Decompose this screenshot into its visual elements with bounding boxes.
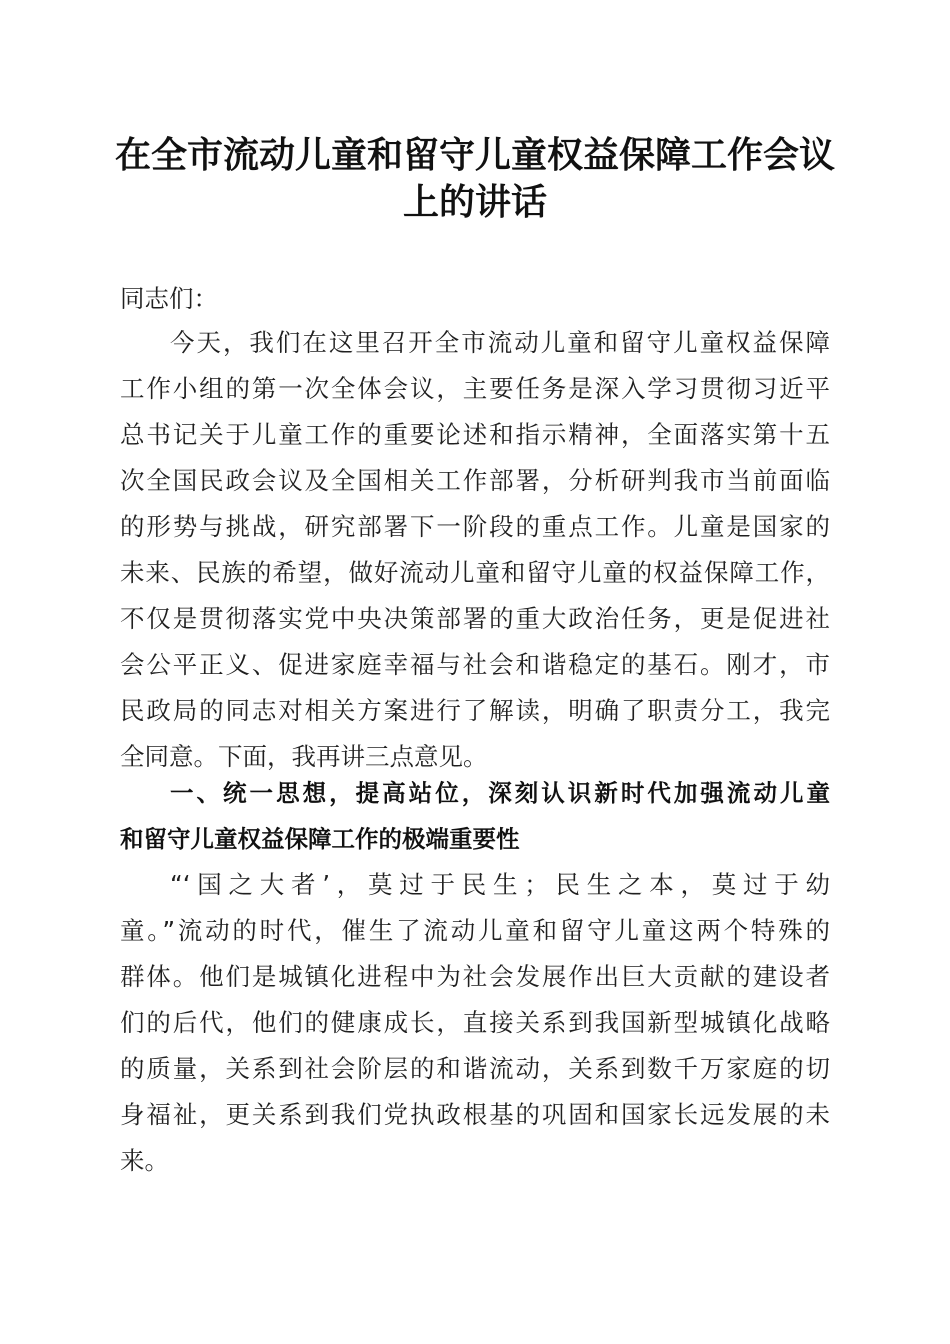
heading-line: 一、统一思想，提高站位，深刻认识新时代加强流动儿童 — [170, 779, 830, 807]
paragraph-line: 总书记关于儿童工作的重要论述和指示精神，全面落实第十五 — [120, 420, 830, 449]
paragraph-line: 的质量，关系到社会阶层的和谐流动，关系到数千万家庭的切 — [120, 1054, 830, 1083]
section-heading-1 — [120, 770, 830, 862]
greeting: 同志们： — [120, 284, 218, 313]
title-line-1: 在全市流动儿童和留守儿童权益保障工作会议 — [114, 134, 835, 176]
paragraph-1 — [120, 320, 830, 780]
paragraph-line: 们的后代，他们的健康成长，直接关系到我国新型城镇化战略 — [120, 1008, 830, 1037]
paragraph-line: 全同意。下面，我再讲三点意见。 — [120, 742, 488, 771]
paragraph-2 — [120, 862, 830, 1184]
paragraph-line: 今天，我们在这里召开全市流动儿童和留守儿童权益保障 — [170, 328, 830, 357]
paragraph-line: 工作小组的第一次全体会议，主要任务是深入学习贯彻习近平 — [120, 374, 830, 403]
document-title — [110, 132, 840, 226]
paragraph-line: 次全国民政会议及全国相关工作部署，分析研判我市当前面临 — [120, 466, 830, 495]
paragraph-line: “‘国之大者’，莫过于民生；民生之本，莫过于幼 — [170, 870, 830, 899]
paragraph-line: 童。”流动的时代，催生了流动儿童和留守儿童这两个特殊的 — [120, 916, 830, 945]
title-line-2: 上的讲话 — [402, 181, 547, 223]
paragraph-line: 的形势与挑战，研究部署下一阶段的重点工作。儿童是国家的 — [120, 512, 830, 541]
paragraph-line: 来。 — [120, 1146, 169, 1175]
paragraph-line: 群体。他们是城镇化进程中为社会发展作出巨大贡献的建设者 — [120, 962, 830, 991]
paragraph-line: 未来、民族的希望，做好流动儿童和留守儿童的权益保障工作， — [120, 558, 830, 587]
paragraph-line: 民政局的同志对相关方案进行了解读，明确了职责分工，我完 — [120, 696, 830, 725]
heading-line: 和留守儿童权益保障工作的极端重要性 — [120, 825, 520, 853]
paragraph-line: 会公平正义、促进家庭幸福与社会和谐稳定的基石。刚才，市 — [120, 650, 830, 679]
paragraph-line: 不仅是贯彻落实党中央决策部署的重大政治任务，更是促进社 — [120, 604, 830, 633]
paragraph-line: 身福祉，更关系到我们党执政根基的巩固和国家长远发展的未 — [120, 1100, 830, 1129]
